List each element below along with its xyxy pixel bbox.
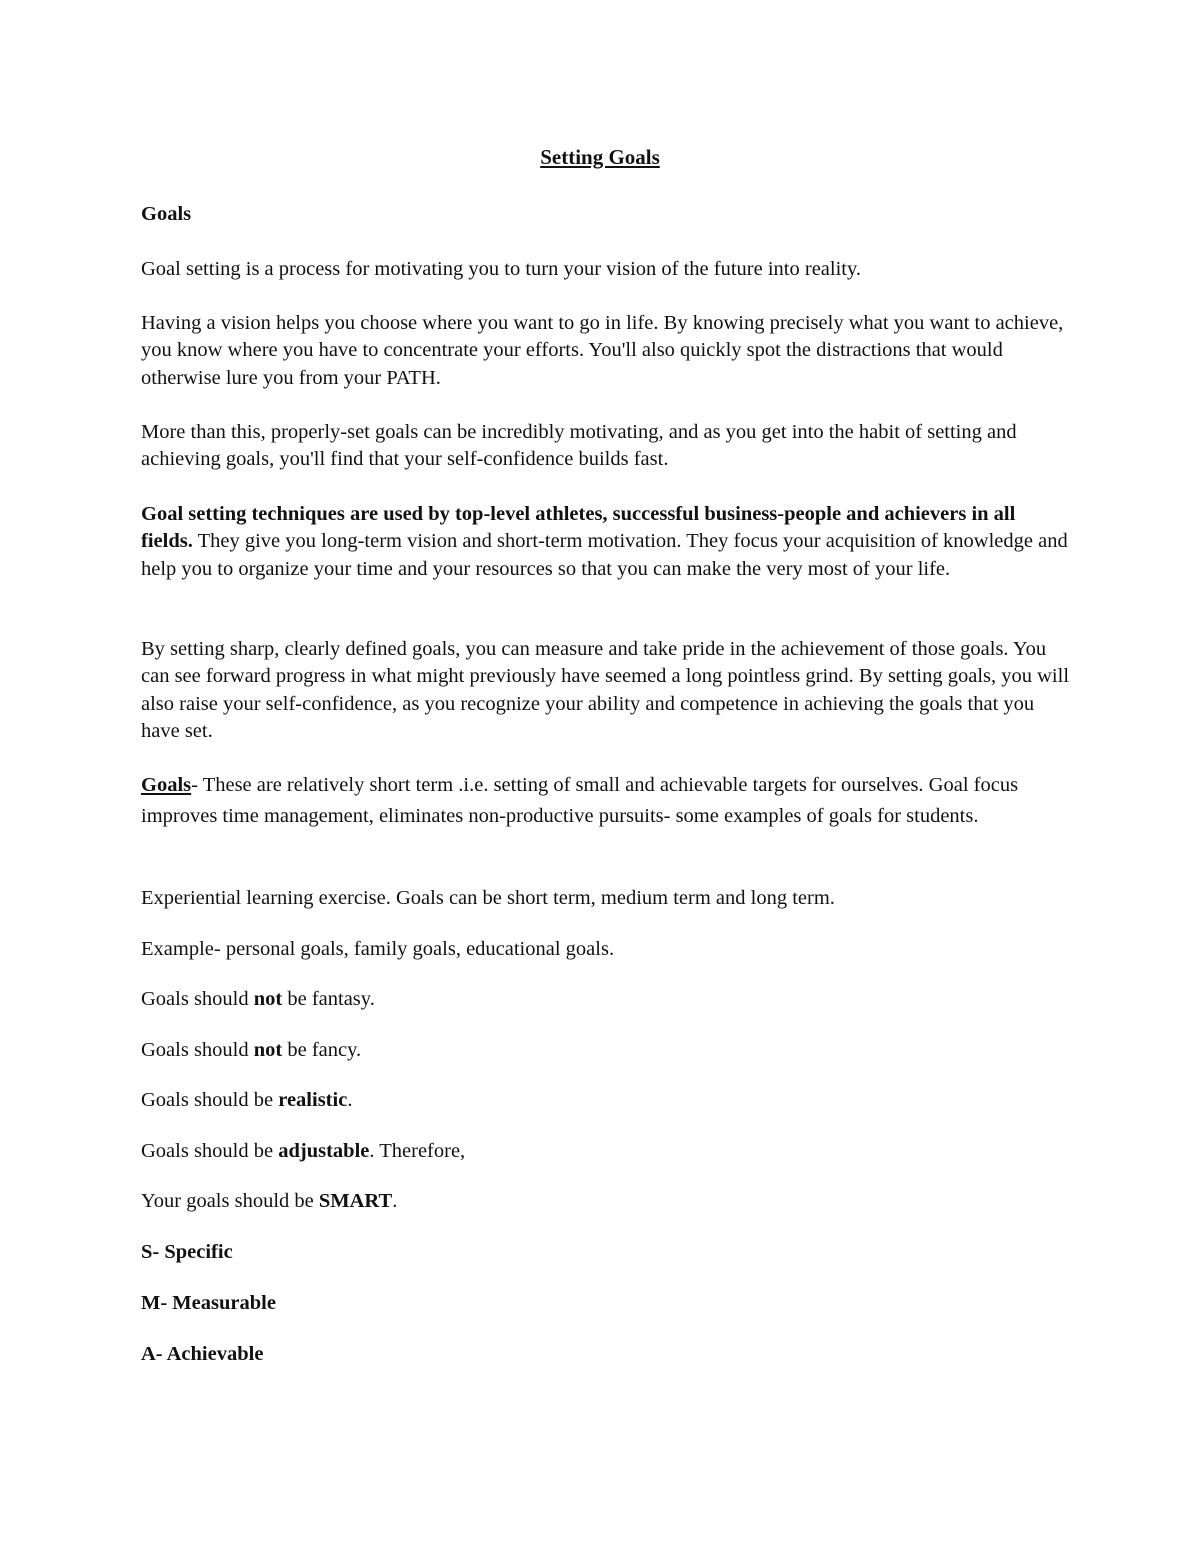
rule-bold-text: not (253, 988, 283, 1010)
goals-definition-text: - These are relatively short term .i.e. setting of small and achievable targets for ourselves. Goal focus improves time management, eliminates non-productive pursuits- some examples of goals for students. (141, 774, 1019, 827)
techniques-text: They give you long-term vision and short-term motivation. They focus your acquisition of knowledge and help you to organize your time and your resources so that you can make the very most of your life. (141, 530, 1068, 580)
rule-text: be fancy. (282, 1039, 362, 1061)
rule-text: Goals should be (141, 1140, 279, 1162)
paragraph-measure: By setting sharp, clearly defined goals, you can measure and take pride in the achievement of those goals. You can see forward progress in what might previously have seemed a long pointless grind. By setting goals, you will also raise your self-confidence, as you recognize your ability and competence in achieving the goals that you have set. (141, 638, 1070, 742)
smart-item-specific: S- Specific (141, 1241, 233, 1263)
rule-bold-text: not (253, 1039, 283, 1061)
paragraph-goals-definition (141, 770, 1071, 832)
rule-text: . (392, 1190, 398, 1212)
section-heading: Goals (141, 203, 192, 225)
rule-text: Goals should (141, 988, 254, 1010)
document-title: Setting Goals (540, 145, 660, 169)
rule-text: . Therefore, (369, 1140, 466, 1162)
smart-item-measurable: M- Measurable (141, 1292, 276, 1314)
rule-not-fancy (141, 1037, 1071, 1064)
goals-label: Goals (141, 774, 192, 796)
paragraph-techniques (141, 501, 1071, 583)
rule-text: Goals should (141, 1039, 254, 1061)
paragraph-motivation: More than this, properly-set goals can be incredibly motivating, and as you get into the habit of setting and achieving goals, you'll find that your self-confidence builds fast. (141, 421, 1017, 471)
paragraph-intro: Goal setting is a process for motivating you to turn your vision of the future into reality. (141, 258, 862, 280)
techniques-bold-text: Goal setting techniques are used by top-level athletes, successful business-people and achievers in all fields. (141, 503, 1016, 553)
rule-realistic (141, 1087, 1071, 1114)
rule-not-fantasy (141, 986, 1071, 1013)
rule-bold-text: SMART (318, 1190, 393, 1212)
rule-text: Your goals should be (141, 1190, 319, 1212)
rule-adjustable (141, 1138, 1071, 1165)
rule-text: . (347, 1089, 353, 1111)
rule-smart (141, 1188, 1071, 1215)
rule-bold-text: adjustable (278, 1140, 370, 1162)
paragraph-example: Example- personal goals, family goals, educational goals. (141, 938, 615, 960)
smart-item-achievable: A- Achievable (141, 1343, 264, 1365)
rule-bold-text: realistic (278, 1089, 348, 1111)
rule-text: Goals should be (141, 1089, 279, 1111)
paragraph-vision: Having a vision helps you choose where you want to go in life. By knowing precisely what you want to achieve, you know where you have to concentrate your efforts. You'll also quickly spot the distractions that would otherwise lure you from your PATH. (141, 312, 1064, 389)
paragraph-experiential: Experiential learning exercise. Goals can be short term, medium term and long term. (141, 887, 835, 909)
rule-text: be fantasy. (282, 988, 375, 1010)
